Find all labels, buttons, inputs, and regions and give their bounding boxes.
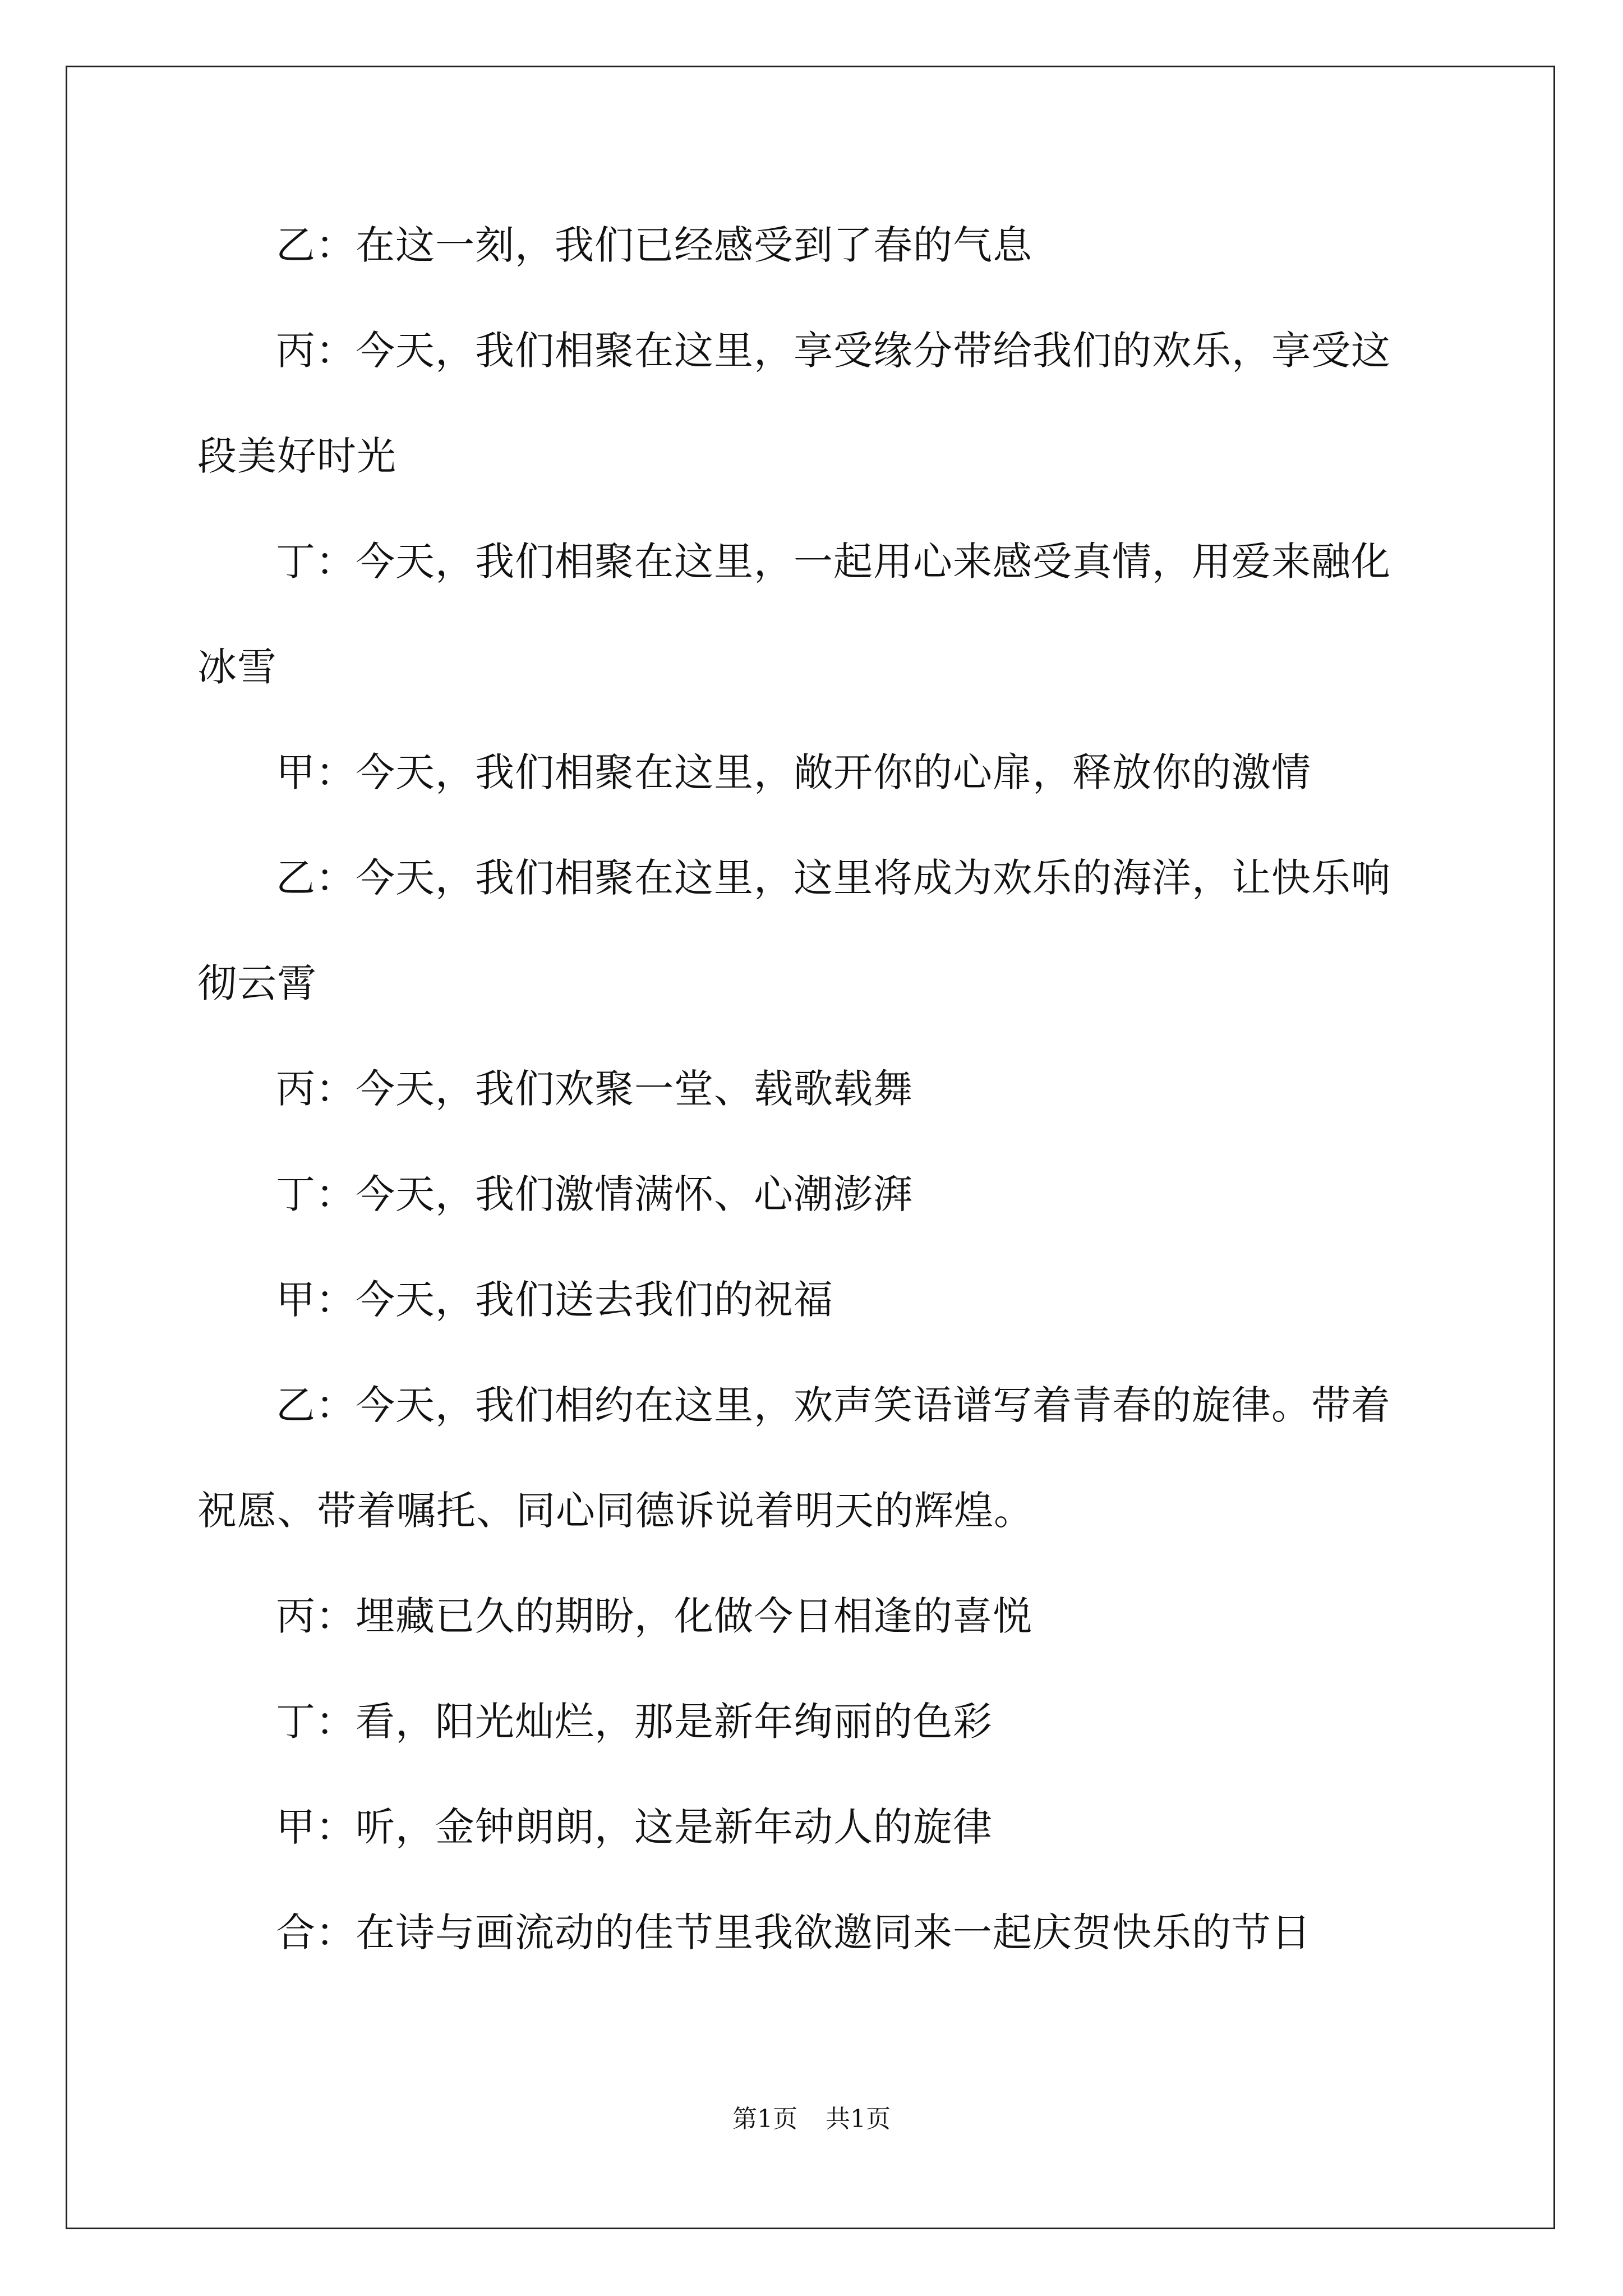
dialogue-line-continuation: 冰雪 [197,644,277,690]
dialogue-line-continuation: 祝愿、带着嘱托、同心同德诉说着明天的辉煌。 [197,1488,1034,1534]
dialogue-line: 丙：今天，我们欢聚一堂、载歌载舞 [276,1066,913,1112]
dialogue-line: 合：在诗与画流动的佳节里我欲邀同来一起庆贺快乐的节日 [276,1910,1311,1955]
page-number-current: 第1页 [732,2105,797,2133]
dialogue-line: 丁：看，阳光灿烂，那是新年绚丽的色彩 [276,1699,993,1745]
dialogue-line: 丁：今天，我们激情满怀、心潮澎湃 [276,1171,913,1217]
dialogue-line: 丙：今天，我们相聚在这里，享受缘分带给我们的欢乐，享受这 [276,328,1391,374]
page-footer [0,2102,1623,2136]
dialogue-line: 丙：埋藏已久的期盼，化做今日相逢的喜悦 [276,1593,1032,1639]
dialogue-line: 甲：今天，我们送去我们的祝福 [276,1277,833,1323]
page-number-total: 共1页 [826,2105,891,2133]
dialogue-line-continuation: 段美好时光 [197,433,396,479]
dialogue-line: 乙：今天，我们相聚在这里，这里将成为欢乐的海洋，让快乐响 [276,855,1391,901]
dialogue-line: 乙：今天，我们相约在这里，欢声笑语谱写着青春的旋律。带着 [276,1382,1391,1428]
dialogue-line: 乙：在这一刻，我们已经感受到了春的气息 [276,222,1032,268]
dialogue-line: 丁：今天，我们相聚在这里，一起用心来感受真情，用爱来融化 [276,539,1391,585]
dialogue-line: 甲：听，金钟朗朗，这是新年动人的旋律 [276,1804,993,1850]
dialogue-line-continuation: 彻云霄 [197,960,317,1006]
dialogue-line: 甲：今天，我们相聚在这里，敞开你的心扉，释放你的激情 [276,749,1311,795]
page-border [66,66,1555,2229]
